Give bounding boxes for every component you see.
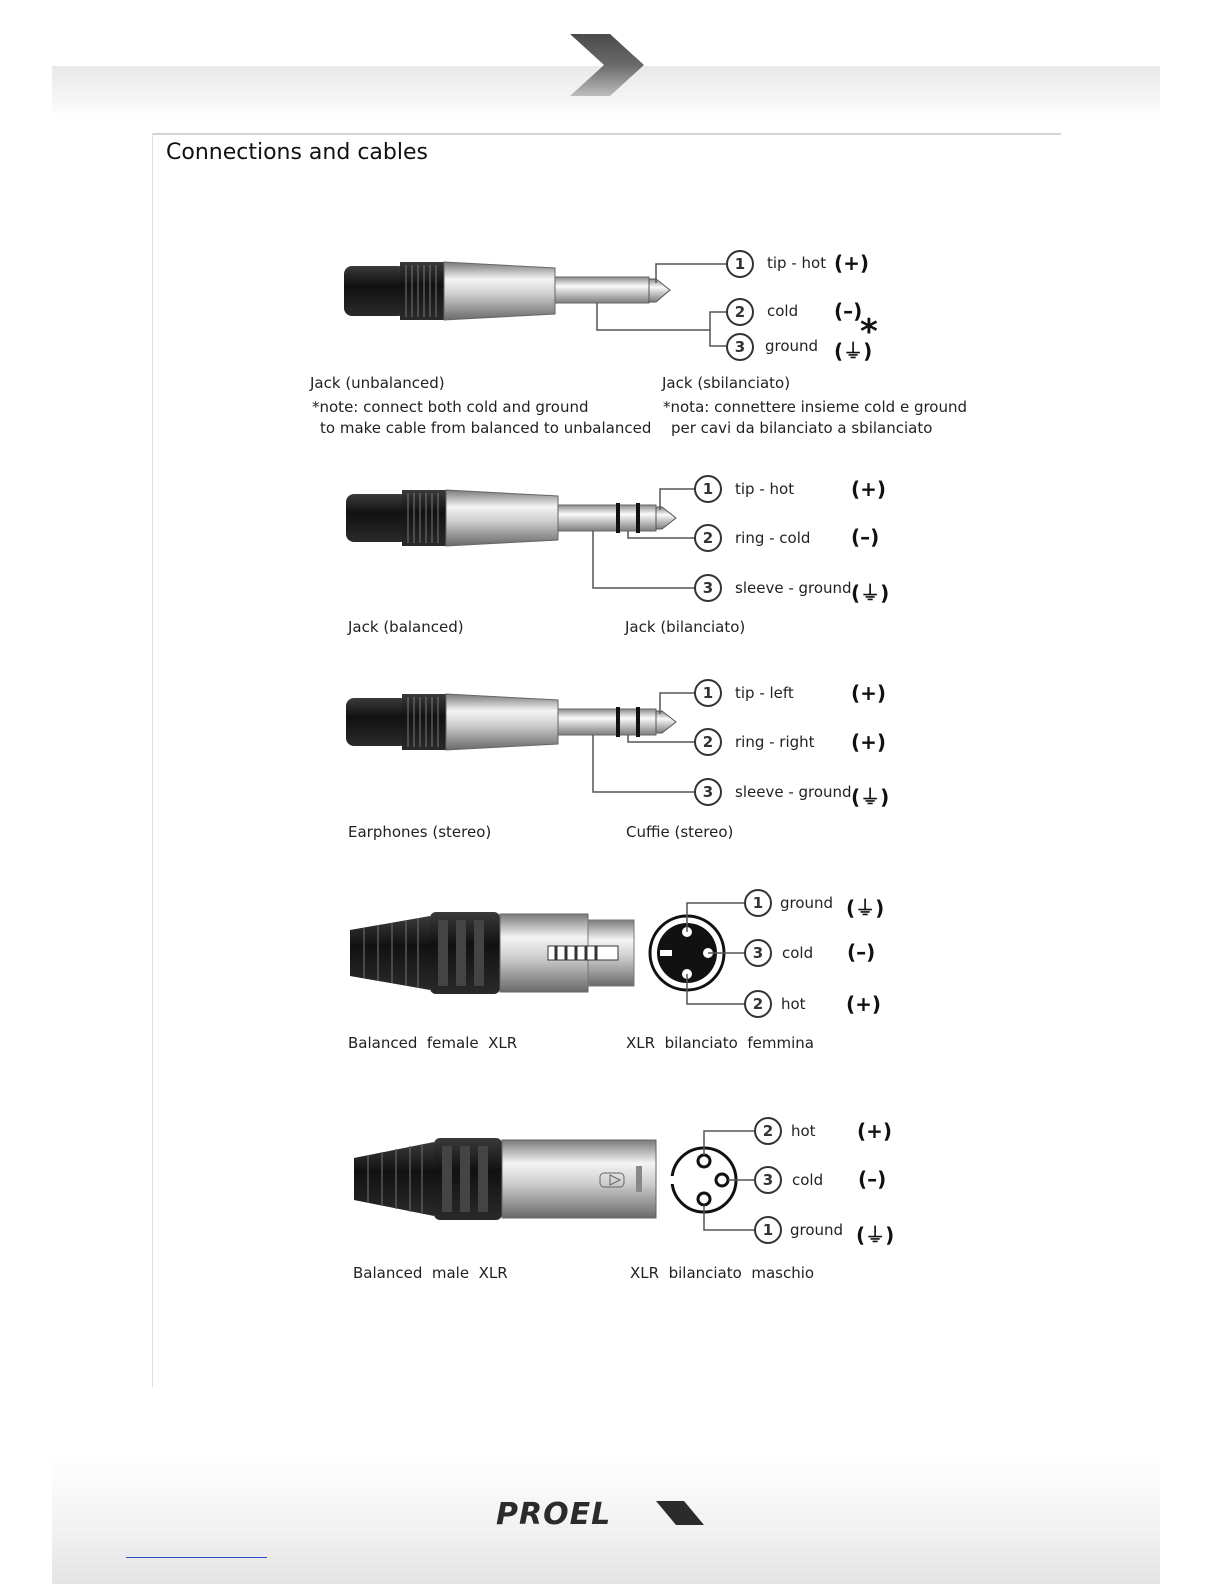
caption-en: Balanced female XLR xyxy=(348,1034,518,1052)
ground-symbol: (⏚) xyxy=(834,339,873,363)
earphones-plug xyxy=(346,694,676,750)
polarity-symbol: (+) xyxy=(857,1119,893,1143)
polarity-symbol: (–) xyxy=(851,525,880,549)
footer-link-underline[interactable] xyxy=(126,1557,267,1558)
polarity-symbol: (+) xyxy=(846,992,882,1016)
pin-label: tip - left xyxy=(735,684,794,702)
polarity-symbol: (+) xyxy=(851,730,887,754)
brand-logo xyxy=(496,1497,611,1533)
pin-number: 2 xyxy=(726,298,754,326)
page-title: Connections and cables xyxy=(166,140,428,165)
xlr-female-connector xyxy=(350,912,724,994)
caption-en: Balanced male XLR xyxy=(353,1264,508,1282)
jack-unbalanced-wires xyxy=(597,264,726,346)
pin-label: cold xyxy=(782,944,814,962)
brand-name: PROEL xyxy=(496,1497,612,1532)
note-it-line: *nota: connettere insieme cold e ground xyxy=(663,398,968,416)
pin-label: ring - right xyxy=(735,733,815,751)
ground-symbol: (⏚) xyxy=(851,785,890,809)
pin-label: hot xyxy=(781,995,806,1013)
caption-it: Jack (bilanciato) xyxy=(625,618,746,636)
pin-number: 2 xyxy=(744,990,772,1018)
brand-wedge-icon xyxy=(656,1501,704,1525)
pin-label: sleeve - ground xyxy=(735,783,852,801)
pin-number: 3 xyxy=(754,1166,782,1194)
caption-en: Jack (unbalanced) xyxy=(310,374,445,392)
polarity-symbol: (–) xyxy=(858,1167,887,1191)
pin-label: hot xyxy=(791,1122,816,1140)
pin-label: cold xyxy=(792,1171,824,1189)
note-en-line: to make cable from balanced to unbalanced xyxy=(320,419,652,437)
pin-number: 1 xyxy=(744,889,772,917)
pin-number: 1 xyxy=(726,250,754,278)
caption-it: Cuffie (stereo) xyxy=(626,823,734,841)
pin-number: 2 xyxy=(694,728,722,756)
asterisk-note-marker: * xyxy=(860,312,878,352)
pin-number: 3 xyxy=(694,778,722,806)
ground-symbol: (⏚) xyxy=(846,896,885,920)
pin-number: 2 xyxy=(754,1117,782,1145)
polarity-symbol: (+) xyxy=(851,681,887,705)
jack-balanced-plug xyxy=(346,490,676,546)
polarity-symbol: (+) xyxy=(851,477,887,501)
polarity-symbol: (–) xyxy=(847,940,876,964)
pin-number: 1 xyxy=(694,679,722,707)
pin-number: 1 xyxy=(754,1216,782,1244)
pin-label: ground xyxy=(780,894,834,912)
xlr-male-connector xyxy=(354,1138,736,1220)
pin-number: 3 xyxy=(726,333,754,361)
pin-label: sleeve - ground xyxy=(735,579,852,597)
jack-balanced-wires xyxy=(593,489,696,588)
caption-en: Jack (balanced) xyxy=(348,618,464,636)
caption-it: XLR bilanciato femmina xyxy=(626,1034,814,1052)
ground-symbol: (⏚) xyxy=(856,1223,895,1247)
pin-label: tip - hot xyxy=(735,480,795,498)
pin-label: ground xyxy=(790,1221,844,1239)
earphones-wires xyxy=(593,693,696,792)
pin-label: ground xyxy=(765,337,819,355)
polarity-symbol: (–) xyxy=(834,299,863,323)
caption-it: Jack (sbilanciato) xyxy=(662,374,791,392)
pin-number: 2 xyxy=(694,524,722,552)
note-it-line: per cavi da bilanciato a sbilanciato xyxy=(671,419,933,437)
pin-number: 1 xyxy=(694,475,722,503)
pin-label: cold xyxy=(767,302,799,320)
pin-number: 3 xyxy=(744,939,772,967)
pin-label: tip - hot xyxy=(767,254,827,272)
pin-number: 3 xyxy=(694,574,722,602)
ground-symbol: (⏚) xyxy=(851,581,890,605)
note-en-line: *note: connect both cold and ground xyxy=(312,398,589,416)
polarity-symbol: (+) xyxy=(834,251,870,275)
jack-unbalanced-plug xyxy=(344,262,670,320)
caption-en: Earphones (stereo) xyxy=(348,823,492,841)
pin-label: ring - cold xyxy=(735,529,811,547)
caption-it: XLR bilanciato maschio xyxy=(630,1264,815,1282)
